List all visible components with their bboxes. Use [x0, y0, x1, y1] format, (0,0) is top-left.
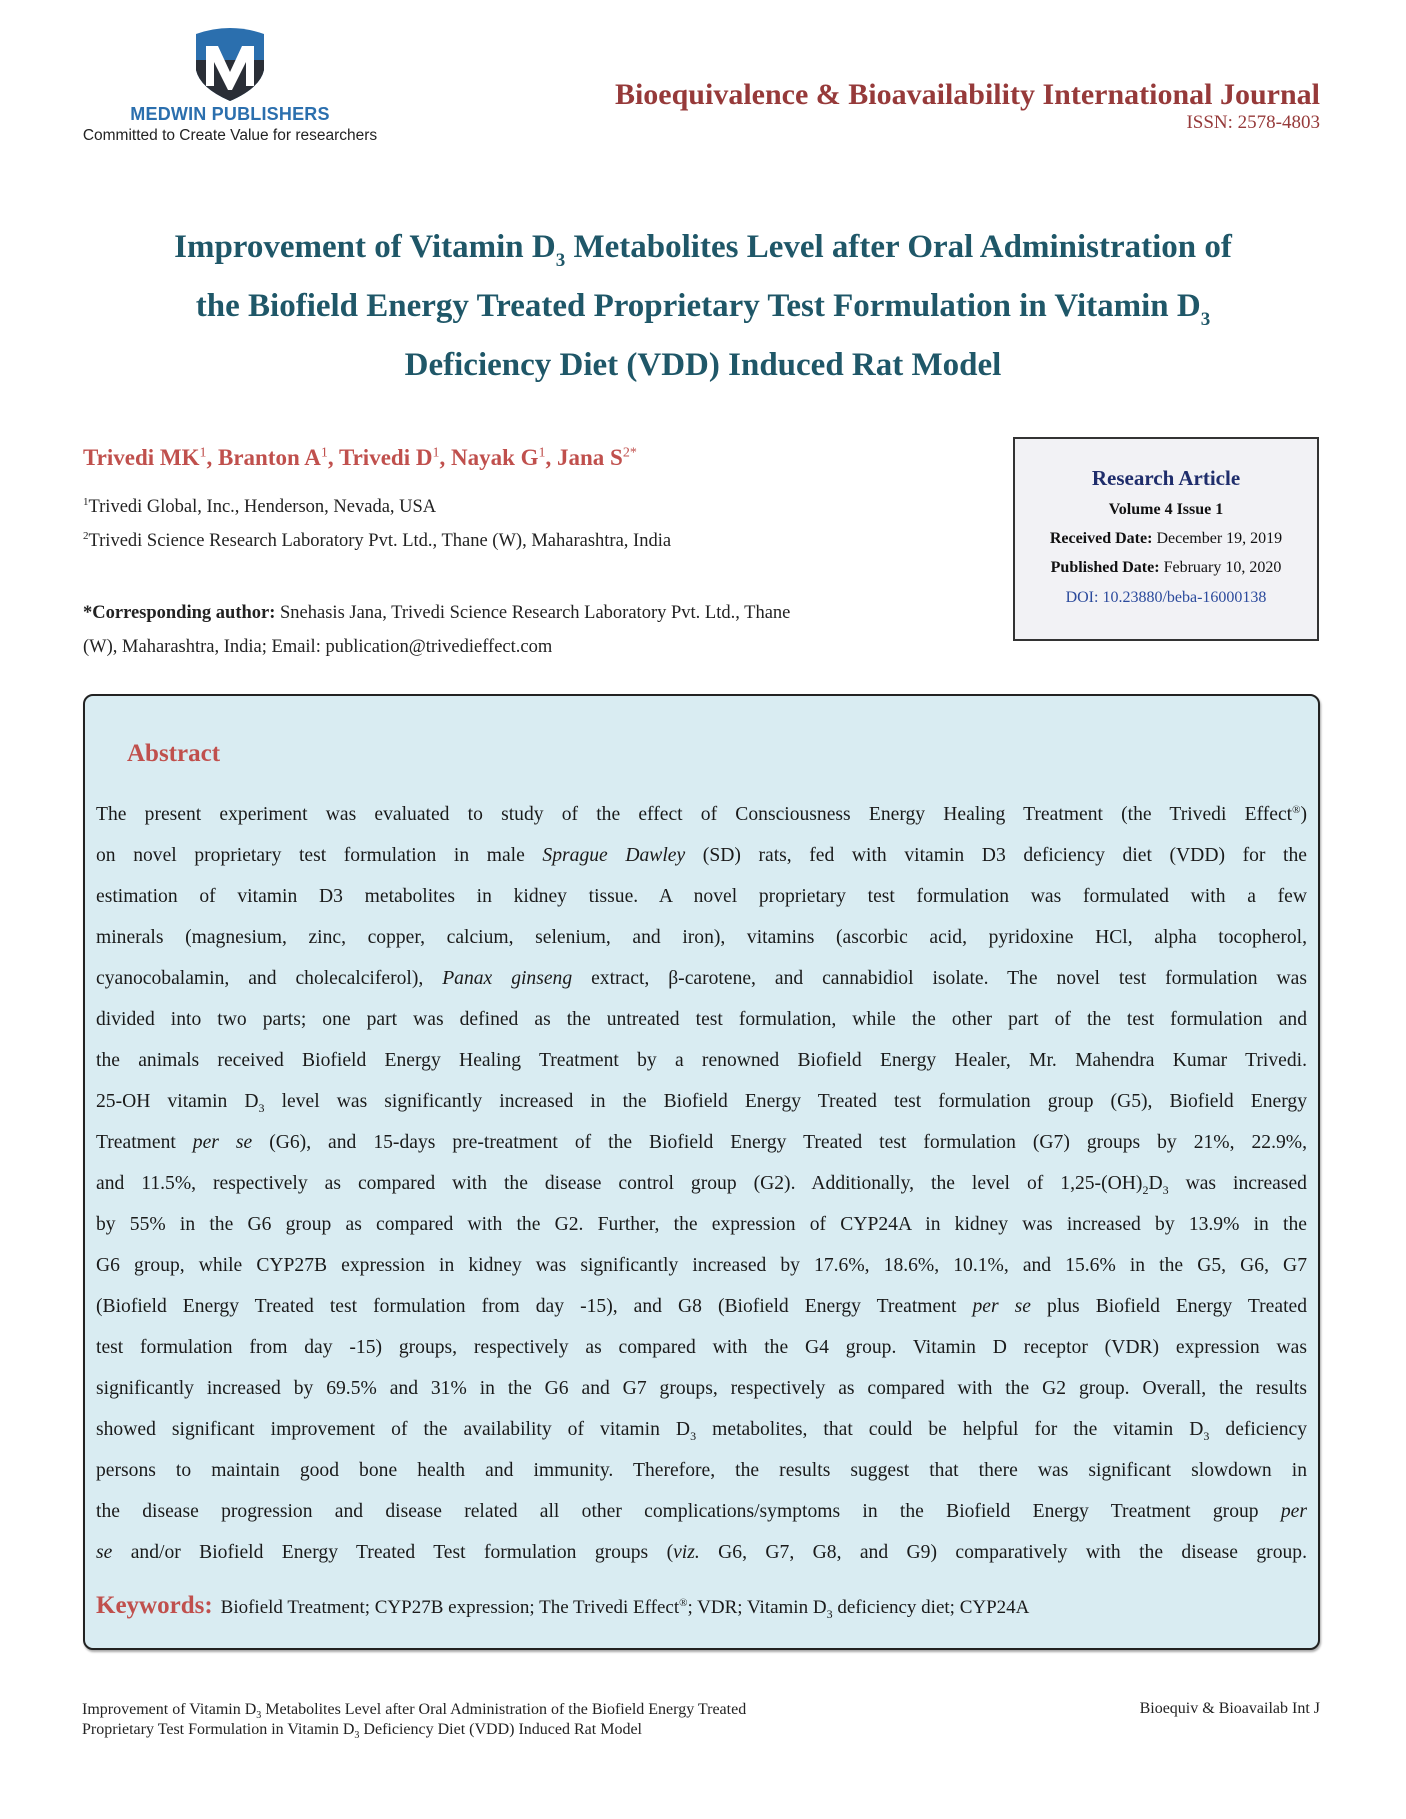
affiliation-2: $^2$Trivedi Science Research Laboratory Pvt. Ltd., Thane (W), Maharashtra, India — [83, 530, 672, 552]
abstract-line: The present experiment was evaluated to study of the effect of Consciousness Energy Healing Treatment (the Trivedi Effect®) — [96, 804, 1307, 825]
received-date: Received Date: December 19, 2019 — [1049, 530, 1283, 547]
author: Trivedi $MK^1$, — [83, 445, 218, 470]
abstract-line: persons to maintain good bone health and immunity. Therefore, the results suggest that there was significant slowdown in — [96, 1460, 1307, 1481]
corresponding-author: *Corresponding author: Snehasis Jana, Trivedi Science Research Laboratory Pvt. Ltd., Thane (W), Maharashtra, India; Email: publication@trivedieffect.com — [83, 596, 1003, 664]
volume-issue: Volume 4 Issue 1 — [1108, 501, 1224, 518]
publisher-name: MEDWIN PUBLISHERS — [130, 104, 330, 124]
abstract-line: Treatment per se (G6), and 15-days pre-treatment of the Biofield Energy Treated test formulation (G7) groups by 21%, 22.9%, — [96, 1132, 1307, 1153]
abstract-line: the animals received Biofield Energy Healing Treatment by a renowned Biofield Energy Healer, Mr. Mahendra Kumar Trivedi. — [96, 1050, 1307, 1071]
publisher-logo — [60, 26, 400, 156]
published-date: Published Date: February 10, 2020 — [1050, 559, 1282, 576]
corresponding-label: *Corresponding author: — [83, 603, 276, 623]
doi-link[interactable]: DOI: 10.23880/beba-16000138 — [1065, 589, 1267, 606]
publisher-tagline: Committed to Create Value for researchers — [82, 127, 378, 144]
abstract-line: 25-OH vitamin $D_3$ level was significantly increased in the Biofield Energy Treated test formulation group (G5), Biofield Energy — [96, 1091, 1307, 1115]
abstract-line: (Biofield Energy Treated test formulation from day -15), and G8 (Biofield Energy Treatment per se plus Biofield Energy Treated — [96, 1296, 1307, 1317]
title-line-2: the Biofield Energy Treated Proprietary Test Formulation in Vitamin $D_3$ — [195, 288, 1211, 330]
journal-header — [615, 78, 1320, 134]
keywords-label: Keywords: — [96, 1592, 213, 1619]
abstract-line: and 11.5%, respectively as compared with the disease control group (G2). Additionally, the level of $1,25-(OH)_2D_3$ was increased — [96, 1173, 1307, 1197]
abstract-line: by 55% in the G6 group as compared with the G2. Further, the expression of CYP24A in kidney was increased by 13.9% in the — [96, 1214, 1307, 1235]
footer-journal-abbrev: Bioequiv & Bioavailab Int J — [1139, 1700, 1320, 1717]
journal-title: Bioequivalence & Bioavailability International Journal — [614, 78, 1320, 111]
title-line-3: Deficiency Diet (VDD) Induced Rat Model — [404, 347, 1002, 383]
abstract-line: significantly increased by 69.5% and 31% in the G6 and G7 groups, respectively as compared with the G2 group. Overall, the results — [96, 1378, 1307, 1399]
abstract-line: G6 group, while CYP27B expression in kidney was significantly increased by 17.6%, 18.6%, 10.1%, and 15.6% in the G5, G6, G7 — [96, 1255, 1307, 1276]
article-type: Research Article — [1091, 466, 1241, 490]
author: Jana $S^{2*}$ — [557, 445, 637, 470]
author: Branton $A^1$, — [217, 445, 339, 470]
abstract-line: estimation of vitamin D3 metabolites in kidney tissue. A novel proprietary test formulation was formulated with a few — [96, 886, 1307, 907]
abstract-box — [83, 694, 1320, 1650]
footer-running-title: Improvement of Vitamin $D_3$ Metabolites Level after Oral Administration of the Biofield Energy Treated Proprietary Test Formulation in Vitamin $D_3$ Deficiency Diet (VDD) Induced Rat Model — [82, 1701, 747, 1741]
abstract-line: test formulation from day -15) groups, respectively as compared with the G4 group. Vitamin D receptor (VDR) expression was — [96, 1337, 1307, 1358]
abstract-line: on novel proprietary test formulation in male Sprague Dawley (SD) rats, fed with vitamin D3 deficiency diet (VDD) for the — [96, 845, 1307, 866]
article-info-box — [1013, 437, 1319, 641]
abstract-line: divided into two parts; one part was defined as the untreated test formulation, while the other part of the test formulation and — [96, 1009, 1307, 1030]
corresponding-email-line[interactable]: (W), Maharashtra, India; Email: publication@trivedieffect.com — [83, 637, 553, 657]
abstract-heading: Abstract — [127, 740, 221, 767]
abstract-body — [96, 794, 1307, 1573]
medwin-shield-icon — [194, 26, 266, 102]
affiliation-1: $^1$Trivedi Global, Inc., Henderson, Nevada, USA — [83, 496, 437, 518]
abstract-line: minerals (magnesium, zinc, copper, calcium, selenium, and iron), vitamins (ascorbic acid, pyridoxine HCl, alpha tocopherol, — [96, 927, 1307, 948]
title-line-1: Improvement of Vitamin $D_3$ Metabolites Level after Oral Administration of — [174, 229, 1232, 271]
abstract-line: showed significant improvement of the availability of vitamin $D_3$ metabolites, that could be helpful for the vitamin $D_3$ deficiency — [96, 1419, 1307, 1443]
abstract-line: se and/or Biofield Energy Treated Test formulation groups (viz. G6, G7, G8, and G9) comparatively with the disease group. — [96, 1542, 1307, 1563]
abstract-line: cyanocobalamin, and cholecalciferol), Panax ginseng extract, β-carotene, and cannabidiol isolate. The novel test formulation was — [96, 968, 1307, 989]
article-title — [60, 218, 1346, 395]
abstract-line: the disease progression and disease related all other complications/symptoms in the Biofield Energy Treatment group per — [96, 1501, 1307, 1522]
journal-issn: ISSN: 2578-4803 — [1186, 112, 1320, 133]
keywords: Keywords: Biofield Treatment; CYP27B expression; The Trivedi Effect®; VDR; Vitamin $D_3$ deficiency diet; CYP24A — [96, 1592, 1030, 1621]
author: Trivedi $D^1$, — [338, 445, 451, 470]
author-list — [83, 445, 637, 471]
author: Nayak $G^1$, — [450, 445, 557, 470]
